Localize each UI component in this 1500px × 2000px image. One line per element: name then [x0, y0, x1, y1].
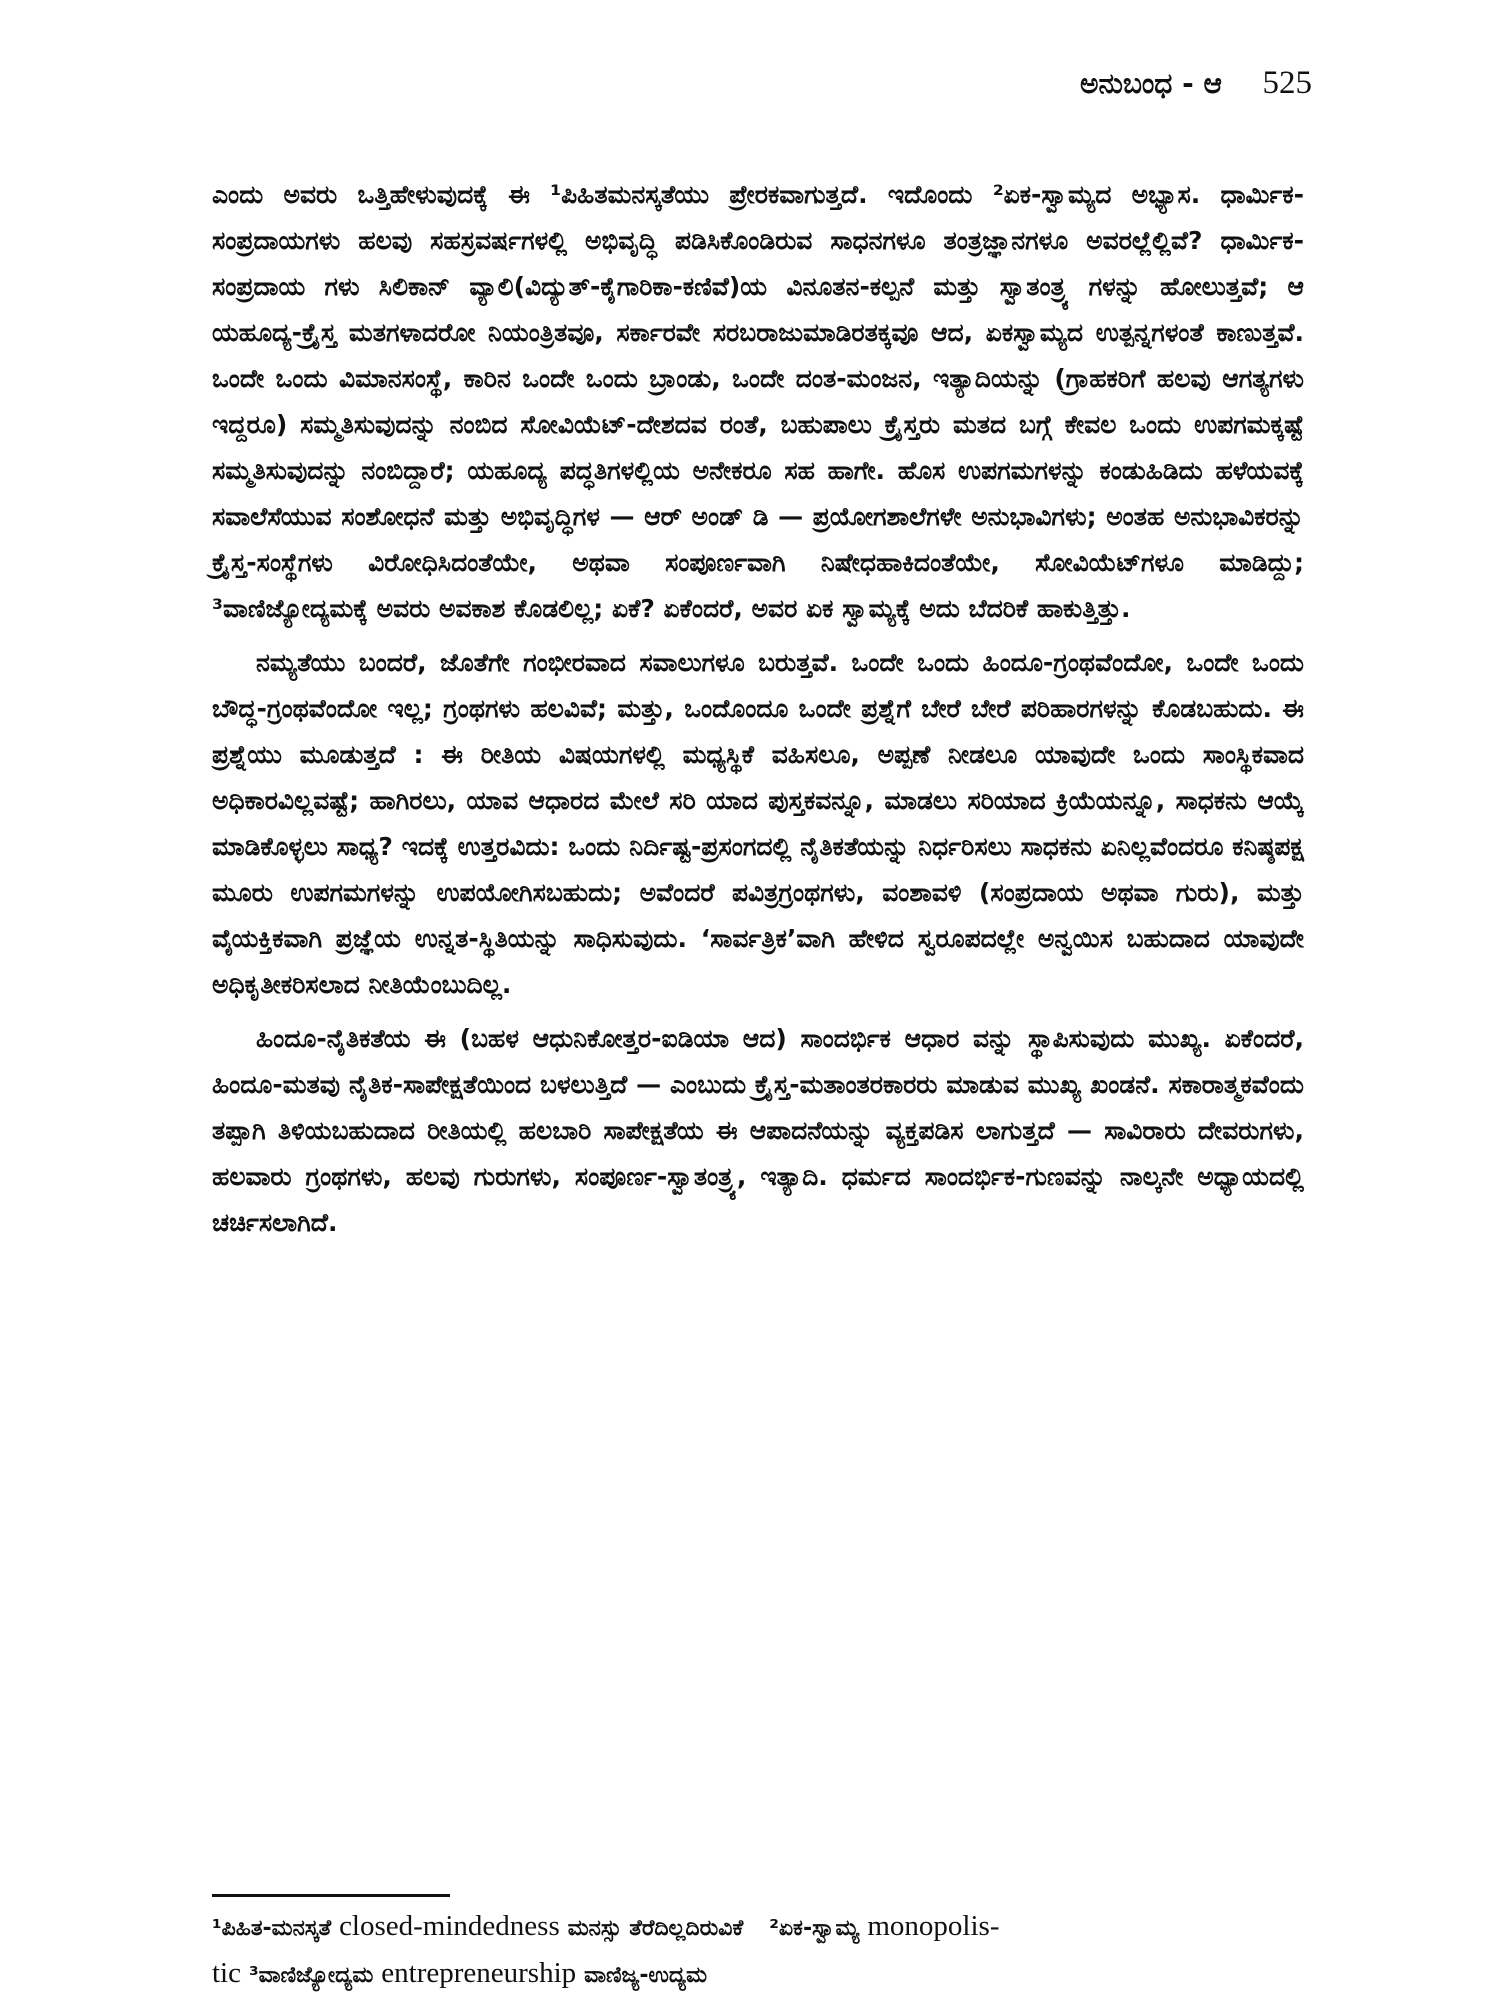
footnote-2-term: ²ಏಕ-ಸ್ವಾಮ್ಯ	[769, 1916, 860, 1941]
footnote-1-term: ¹ಪಿಹಿತ-ಮನಸ್ಕತೆ	[212, 1916, 332, 1941]
paragraph-3: ಹಿಂದೂ-ನೈತಿಕತೆಯ ಈ (ಬಹಳ ಆಧುನಿಕೋತ್ತರ-ಐಡಿಯಾ ಆದ) ಸಾಂದರ್ಭಿಕ ಆಧಾರ ವನ್ನು ಸ್ಥಾಪಿಸುವುದು ಮುಖ್ಯ. ಏಕೆಂದರೆ, ಹಿಂದೂ-ಮತವು ನೈತಿಕ-ಸಾಪೇಕ್ಷತೆಯಿಂದ ಬಳಲುತ್ತಿದೆ — ಎಂಬುದು ಕ್ರೈಸ್ತ-ಮತಾಂತರಕಾರರು ಮಾಡುವ ಮುಖ್ಯ ಖಂಡನೆ. ಸಕಾರಾತ್ಮಕವೆಂದು ತಪ್ಪಾಗಿ ತಿಳಿಯಬಹುದಾದ ರೀತಿಯಲ್ಲಿ ಹಲಬಾರಿ ಸಾಪೇಕ್ಷತೆಯ ಈ ಆಪಾದನೆಯನ್ನು ವ್ಯಕ್ತಪಡಿಸ ಲಾಗುತ್ತದೆ — ಸಾವಿರಾರು ದೇವರುಗಳು, ಹಲವಾರು ಗ್ರಂಥಗಳು, ಹಲವು ಗುರುಗಳು, ಸಂಪೂರ್ಣ-ಸ್ವಾತಂತ್ರ್ಯ, ಇತ್ಯಾದಿ. ಧರ್ಮದ ಸಾಂದರ್ಭಿಕ-ಗುಣವನ್ನು ನಾಲ್ಕನೇ ಅಧ್ಯಾಯದಲ್ಲಿ ಚರ್ಚಿಸಲಾಗಿದೆ.	[212, 1024, 1304, 1237]
footnote-1-english: closed-mindedness	[339, 1910, 560, 1942]
footnote-3-gloss: ವಾಣಿಜ್ಯ-ಉದ್ಯಮ	[584, 1963, 708, 1988]
paragraph-1: ಎಂದು ಅವರು ಒತ್ತಿಹೇಳುವುದಕ್ಕೆ ಈ ¹ಪಿಹಿತಮನಸ್ಕತೆಯು ಪ್ರೇರಕವಾಗುತ್ತದೆ. ಇದೊಂದು ²ಏಕ-ಸ್ವಾಮ್ಯದ ಅಭ್ಯಾಸ. ಧಾರ್ಮಿಕ-ಸಂಪ್ರದಾಯಗಳು ಹಲವು ಸಹಸ್ರವರ್ಷಗಳಲ್ಲಿ ಅಭಿವೃದ್ಧಿ ಪಡಿಸಿಕೊಂಡಿರುವ ಸಾಧನಗಳೂ ತಂತ್ರಜ್ಞಾನಗಳೂ ಅವರಲ್ಲೆಲ್ಲಿವೆ? ಧಾರ್ಮಿಕ-ಸಂಪ್ರದಾಯ ಗಳು ಸಿಲಿಕಾನ್ ವ್ಯಾಲಿ(ವಿದ್ಯುತ್-ಕೈಗಾರಿಕಾ-ಕಣಿವೆ)ಯ ವಿನೂತನ-ಕಲ್ಪನೆ ಮತ್ತು ಸ್ವಾತಂತ್ರ್ಯ ಗಳನ್ನು ಹೋಲುತ್ತವೆ; ಆ ಯಹೂದ್ಯ-ಕ್ರೈಸ್ತ ಮತಗಳಾದರೋ ನಿಯಂತ್ರಿತವೂ, ಸರ್ಕಾರವೇ ಸರಬರಾಜುಮಾಡಿರತಕ್ಕವೂ ಆದ, ಏಕಸ್ವಾಮ್ಯದ ಉತ್ಪನ್ನಗಳಂತೆ ಕಾಣುತ್ತವೆ. ಒಂದೇ ಒಂದು ವಿಮಾನಸಂಸ್ಥೆ, ಕಾರಿನ ಒಂದೇ ಒಂದು ಬ್ರಾಂಡು, ಒಂದೇ ದಂತ-ಮಂಜನ, ಇತ್ಯಾದಿಯನ್ನು (ಗ್ರಾಹಕರಿಗೆ ಹಲವು ಆಗತ್ಯಗಳು ಇದ್ದರೂ) ಸಮ್ಮತಿಸುವುದನ್ನು ನಂಬಿದ ಸೋವಿಯೆಟ್-ದೇಶದವ ರಂತೆ, ಬಹುಪಾಲು ಕ್ರೈಸ್ತರು ಮತದ ಬಗ್ಗೆ ಕೇವಲ ಒಂದು ಉಪಗಮಕ್ಕಷ್ಟೆ ಸಮ್ಮತಿಸುವುದನ್ನು ನಂಬಿದ್ದಾರೆ; ಯಹೂದ್ಯ ಪದ್ಧತಿಗಳಲ್ಲಿಯ ಅನೇಕರೂ ಸಹ ಹಾಗೇ. ಹೊಸ ಉಪಗಮಗಳನ್ನು ಕಂಡುಹಿಡಿದು ಹಳೆಯವಕ್ಕೆ ಸವಾಲೆಸೆಯುವ ಸಂಶೋಧನೆ ಮತ್ತು ಅಭಿವೃದ್ಧಿಗಳ — ಆರ್ ಅಂಡ್ ಡಿ — ಪ್ರಯೋಗಶಾಲೆಗಳೇ ಅನುಭಾವಿಗಳು; ಅಂತಹ ಅನುಭಾವಿಕರನ್ನು ಕ್ರೈಸ್ತ-ಸಂಸ್ಥೆಗಳು ವಿರೋಧಿಸಿದಂತೆಯೇ, ಅಥವಾ ಸಂಪೂರ್ಣವಾಗಿ ನಿಷೇಧಹಾಕಿದಂತೆಯೇ, ಸೋವಿಯೆಟ್‌ಗಳೂ ಮಾಡಿದ್ದು; ³ವಾಣಿಜ್ಯೋದ್ಯಮಕ್ಕೆ ಅವರು ಅವಕಾಶ ಕೊಡಲಿಲ್ಲ; ಏಕೆ? ಏಕೆಂದರೆ, ಅವರ ಏಕ ಸ್ವಾಮ್ಯಕ್ಕೆ ಅದು ಬೆದರಿಕೆ ಹಾಕುತ್ತಿತ್ತು.	[212, 180, 1304, 623]
footnote-line-1	[212, 1904, 1304, 1951]
footnote-2-english-part2: tic	[212, 1957, 241, 1989]
footnote-2-english-part1: monopolis-	[867, 1910, 1000, 1942]
footnote-line-2	[212, 1951, 1304, 1998]
paragraph-2: ನಮ್ಯತೆಯು ಬಂದರೆ, ಜೊತೆಗೇ ಗಂಭೀರವಾದ ಸವಾಲುಗಳೂ ಬರುತ್ತವೆ. ಒಂದೇ ಒಂದು ಹಿಂದೂ-ಗ್ರಂಥವೆಂದೋ, ಒಂದೇ ಒಂದು ಬೌದ್ಧ-ಗ್ರಂಥವೆಂದೋ ಇಲ್ಲ; ಗ್ರಂಥಗಳು ಹಲವಿವೆ; ಮತ್ತು, ಒಂದೊಂದೂ ಒಂದೇ ಪ್ರಶ್ನೆಗೆ ಬೇರೆ ಬೇರೆ ಪರಿಹಾರಗಳನ್ನು ಕೊಡಬಹುದು. ಈ ಪ್ರಶ್ನೆಯು ಮೂಡುತ್ತದೆ : ಈ ರೀತಿಯ ವಿಷಯಗಳಲ್ಲಿ ಮಧ್ಯಸ್ಥಿಕೆ ವಹಿಸಲೂ, ಅಪ್ಪಣೆ ನೀಡಲೂ ಯಾವುದೇ ಒಂದು ಸಾಂಸ್ಥಿಕವಾದ ಅಧಿಕಾರವಿಲ್ಲವಷ್ಟೆ; ಹಾಗಿರಲು, ಯಾವ ಆಧಾರದ ಮೇಲೆ ಸರಿ ಯಾದ ಪುಸ್ತಕವನ್ನೂ, ಮಾಡಲು ಸರಿಯಾದ ಕ್ರಿಯೆಯನ್ನೂ, ಸಾಧಕನು ಆಯ್ಕೆ ಮಾಡಿಕೊಳ್ಳಲು ಸಾಧ್ಯ? ಇದಕ್ಕೆ ಉತ್ತರವಿದು: ಒಂದು ನಿರ್ದಿಷ್ಟ-ಪ್ರಸಂಗದಲ್ಲಿ ನೈತಿಕತೆಯನ್ನು ನಿರ್ಧರಿಸಲು ಸಾಧಕನು ಏನಿಲ್ಲವೆಂದರೂ ಕನಿಷ್ಠಪಕ್ಷ ಮೂರು ಉಪಗಮಗಳನ್ನು ಉಪಯೋಗಿಸಬಹುದು; ಅವೆಂದರೆ ಪವಿತ್ರಗ್ರಂಥಗಳು, ವಂಶಾವಳಿ (ಸಂಪ್ರದಾಯ ಅಥವಾ ಗುರು), ಮತ್ತು ವೈಯಕ್ತಿಕವಾಗಿ ಪ್ರಜ್ಞೆಯ ಉನ್ನತ-ಸ್ಥಿತಿಯನ್ನು ಸಾಧಿಸುವುದು. ‘ಸಾರ್ವತ್ರಿಕ’ವಾಗಿ ಹೇಳಿದ ಸ್ವರೂಪದಲ್ಲೇ ಅನ್ವಯಿಸ ಬಹುದಾದ ಯಾವುದೇ ಅಧಿಕೃತೀಕರಿಸಲಾದ ನೀತಿಯೆಂಬುದಿಲ್ಲ.	[212, 648, 1304, 999]
footnote-3-term: ³ವಾಣಿಜ್ಯೋದ್ಯಮ	[248, 1963, 374, 1988]
running-head-title: ಅನುಬಂಧ - ಆ	[1080, 67, 1222, 100]
footnote-1-gloss: ಮನಸ್ಸು ತೆರೆದಿಲ್ಲದಿರುವಿಕೆ	[567, 1916, 744, 1941]
body-text	[212, 172, 1304, 1254]
footnotes	[212, 1904, 1304, 1998]
footnote-3-english: entrepreneurship	[381, 1957, 577, 1989]
page-number: 525	[1262, 65, 1312, 101]
footnote-rule	[212, 1894, 450, 1897]
running-head	[1080, 62, 1312, 104]
